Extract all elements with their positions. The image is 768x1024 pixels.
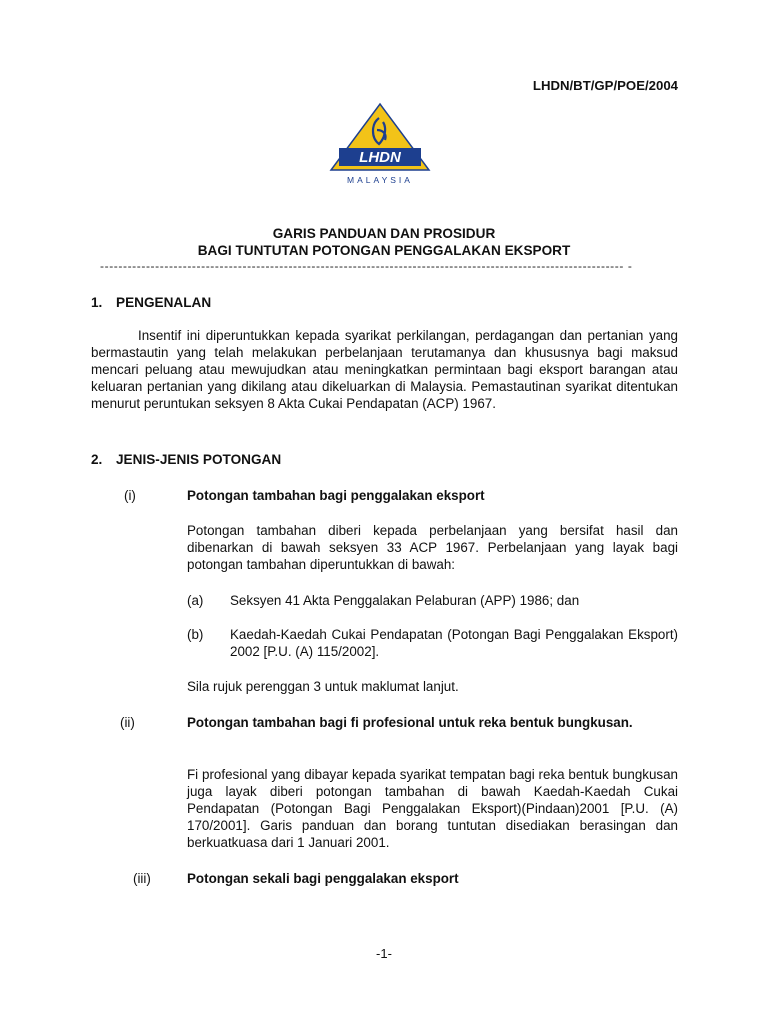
- list-item-text: Seksyen 41 Akta Penggalakan Pelaburan (APP) 1986; dan: [230, 593, 580, 608]
- list-item-text: Kaedah-Kaedah Cukai Pendapatan (Potongan Bagi Penggalakan Eksport) 2002 [P.U. (A) 115/2002].: [230, 627, 678, 659]
- page-number: -1-: [376, 946, 392, 961]
- subsection-number: (iii): [133, 871, 151, 886]
- document-reference: LHDN/BT/GP/POE/2004: [532, 78, 678, 93]
- subsection-note: Sila rujuk perenggan 3 untuk maklumat lanjut.: [187, 679, 459, 694]
- lhdn-logo-icon: [327, 100, 433, 188]
- section-number: 1.: [91, 295, 103, 310]
- document-title-line-1: GARIS PANDUAN DAN PROSIDUR: [272, 226, 496, 241]
- list-item-label: (b): [187, 627, 204, 642]
- section-title: JENIS-JENIS POTONGAN: [116, 452, 282, 467]
- separator-line: ------------------------------------------------------------------------------------------------------------------ -: [100, 259, 633, 273]
- section-title: PENGENALAN: [116, 295, 212, 310]
- logo-text: LHDN: [359, 149, 401, 166]
- subsection-number: (i): [124, 488, 136, 503]
- subsection-heading: Potongan tambahan bagi fi profesional untuk reka bentuk bungkusan.: [187, 715, 633, 730]
- section-1-paragraph: Insentif ini diperuntukkan kepada syarikat perkilangan, perdagangan dan pertanian yang bermastautin yang telah melakukan perbelanjaan terutamanya dan khususnya bagi maksud mencari peluang atau mewujudkan atau meningkatkan permintaan bagi eksport barangan atau keluaran pertanian yang dikilang atau dikeluarkan di Malaysia. Pemastautinan syarikat ditentukan menurut peruntukan seksyen 8 Akta Cukai Pendapatan (ACP) 1967.: [91, 328, 678, 411]
- subsection-heading: Potongan sekali bagi penggalakan eksport: [187, 871, 459, 886]
- logo-subtext: MALAYSIA: [347, 175, 413, 185]
- list-item-label: (a): [187, 593, 204, 608]
- subsection-paragraph: Potongan tambahan diberi kepada perbelanjaan yang bersifat hasil dan dibenarkan di bawah seksyen 33 ACP 1967. Perbelanjaan yang layak bagi potongan tambahan diperuntukkan di bawah:: [187, 523, 678, 572]
- subsection-number: (ii): [120, 715, 135, 730]
- subsection-heading: Potongan tambahan bagi penggalakan eksport: [187, 488, 485, 503]
- section-1-heading: [91, 294, 491, 312]
- subsection-paragraph: Fi profesional yang dibayar kepada syarikat tempatan bagi reka bentuk bungkusan juga layak diberi potongan tambahan di bawah Kaedah-Kaedah Cukai Pendapatan (Potongan Bagi Penggalakan Eksport)(Pindaan)2001 [P.U. (A) 170/2001]. Garis panduan dan borang tuntutan disediakan berasingan dan berkuatkuasa dari 1 Januari 2001.: [187, 767, 678, 850]
- document-title-line-2: BAGI TUNTUTAN POTONGAN PENGGALAKAN EKSPORT: [197, 243, 571, 258]
- section-number: 2.: [91, 452, 103, 467]
- section-2-heading: [91, 451, 491, 469]
